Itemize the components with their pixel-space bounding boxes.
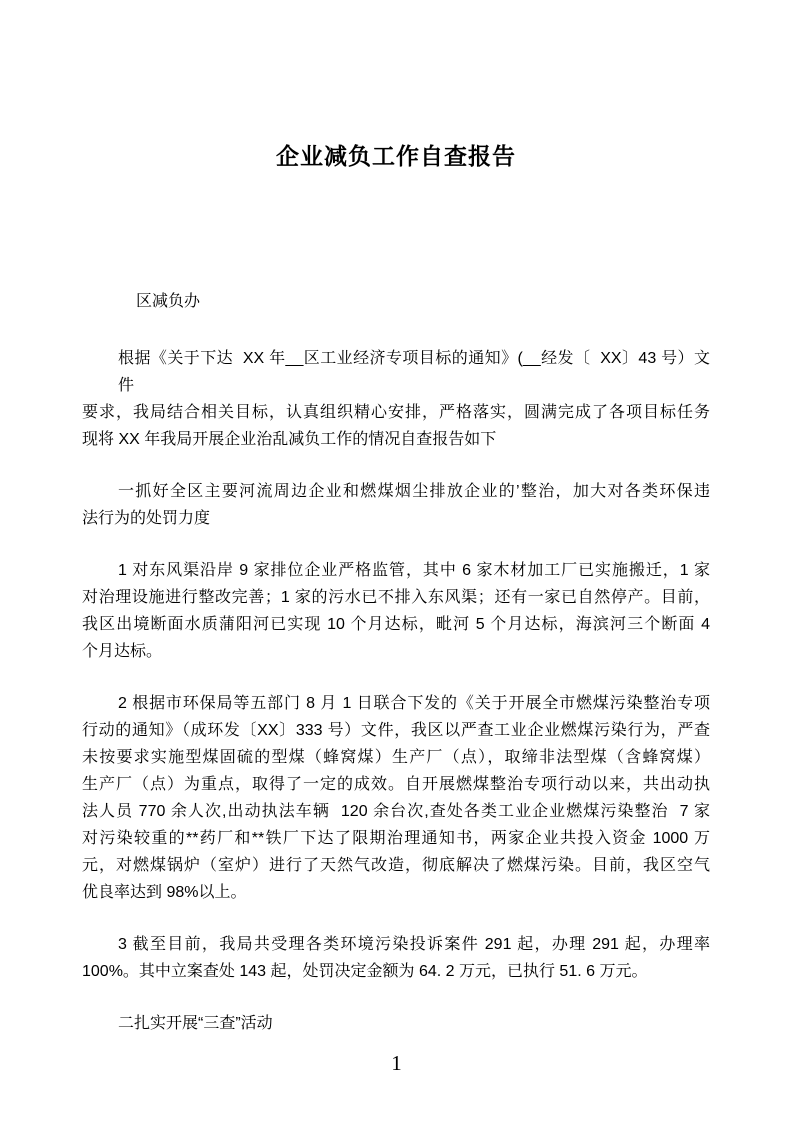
text-line: 对污染较重的**药厂和**铁厂下达了限期治理通知书，两家企业共投入资金 1000 万 bbox=[82, 830, 710, 847]
text-line: 根据《关于下达 XX 年__区工业经济专项目标的通知》(__经发〔 XX〕43 号）文件 bbox=[118, 350, 710, 394]
text-line: 要求，我局结合相关目标，认真组织精心安排，严格落实，圆满完成了各项目标任务 bbox=[82, 404, 710, 421]
section-1-heading-paragraph bbox=[82, 478, 710, 532]
text-line: 法人员 770 余人次,出动执法车辆 120 余台次,查处各类工业企业燃煤污染整治 7 家 bbox=[82, 803, 710, 820]
byline: 区减负办 bbox=[136, 293, 201, 310]
page-number: 1 bbox=[391, 1051, 402, 1075]
text-line: 未按要求实施型煤固硫的型煤（蜂窝煤）生产厂（点），取缔非法型煤（含蜂窝煤） bbox=[82, 749, 710, 766]
text-line: 3 截至目前，我局共受理各类环境污染投诉案件 291 起，办理 291 起，办理率 bbox=[118, 936, 710, 953]
text-line: 法行为的处罚力度 bbox=[82, 510, 211, 527]
text-line: 二扎实开展“三查”活动 bbox=[118, 1015, 273, 1032]
text-line: 2 根据市环保局等五部门 8 月 1 日联合下发的《关于开展全市燃煤污染整治专项 bbox=[118, 695, 710, 712]
item-3-paragraph bbox=[82, 931, 710, 985]
section-2-heading-paragraph bbox=[82, 1010, 710, 1037]
text-line: 100%。其中立案查处 143 起，处罚决定金额为 64. 2 万元，已执行 51. 6 万元。 bbox=[82, 963, 648, 980]
text-line: 一抓好全区主要河流周边企业和燃煤烟尘排放企业的’整治，加大对各类环保违 bbox=[118, 483, 710, 500]
item-1-paragraph bbox=[82, 557, 710, 665]
text-line: 个月达标。 bbox=[82, 643, 163, 660]
page-title: 企业减负工作自查报告 bbox=[276, 143, 516, 169]
document-body bbox=[82, 140, 710, 1037]
text-line: 行动的通知》（成环发〔XX〕333 号）文件，我区以严查工业企业燃煤污染行为，严查 bbox=[82, 722, 710, 739]
intro-paragraph bbox=[82, 345, 710, 453]
text-line: 1 对东风渠沿岸 9 家排位企业严格监管，其中 6 家木材加工厂已实施搬迁，1 家 bbox=[118, 562, 710, 579]
text-line: 元，对燃煤锅炉（室炉）进行了天然气改造，彻底解决了燃煤污染。目前，我区空气 bbox=[82, 857, 710, 874]
text-line: 生产厂（点）为重点，取得了一定的成效。自开展燃煤整治专项行动以来，共出动执 bbox=[82, 776, 710, 793]
text-line: 对治理设施进行整改完善；1 家的污水已不排入东风渠；还有一家已自然停产。目前， bbox=[82, 589, 710, 606]
text-line: 现将 XX 年我局开展企业治乱减负工作的情况自查报告如下 bbox=[82, 431, 497, 448]
text-line: 优良率达到 98%以上。 bbox=[82, 884, 247, 901]
text-line: 我区出境断面水质蒲阳河已实现 10 个月达标，毗河 5 个月达标，海滨河三个断面 4 bbox=[82, 616, 710, 633]
item-2-paragraph bbox=[82, 690, 710, 906]
